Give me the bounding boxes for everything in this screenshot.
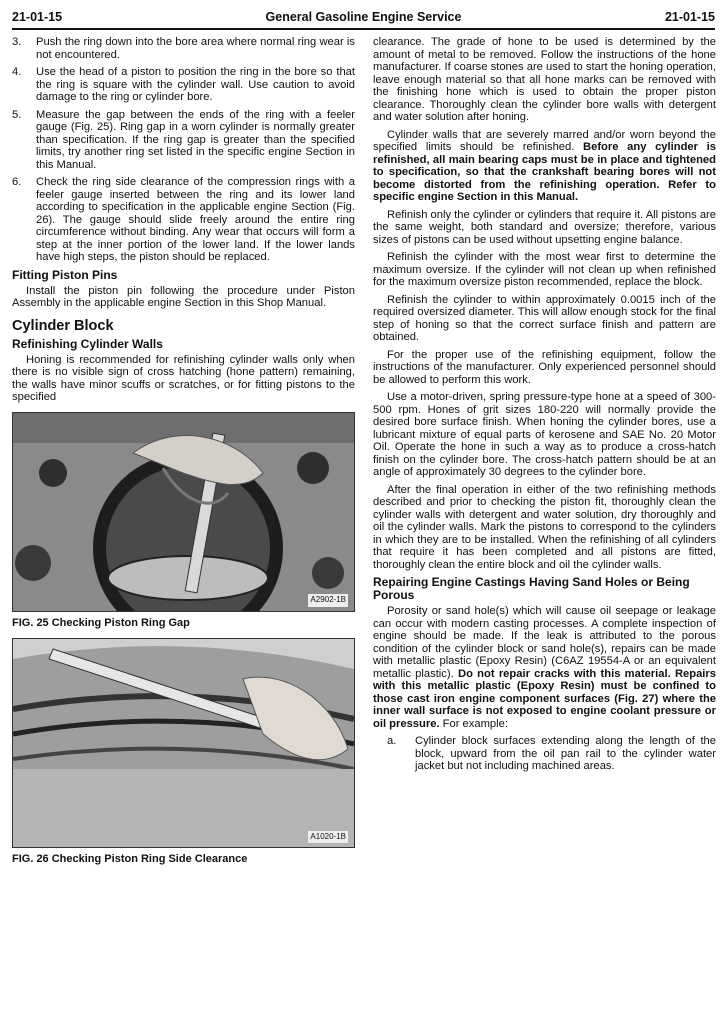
example-letter: a. bbox=[387, 735, 397, 747]
header-page-number-right: 21-01-15 bbox=[664, 10, 715, 24]
step-text: Use the head of a piston to position the ring in the bore so that the ring is square with the cylinder wall. Use caution to avoid damage to the ring or cylinder bore. bbox=[36, 66, 355, 103]
paragraph-refinish-only: Refinish only the cylinder or cylinders that require it. All pistons are the same weight, both standard and oversize; therefore, various sizes of pistons can be used without upsetting engine balance. bbox=[373, 208, 716, 246]
header-rule bbox=[12, 28, 715, 30]
refinishing-text: Honing is recommended for refinishing cylinder walls only when there is no visible sign of cross hatching (hone pattern) remaining, the walls have minor scuffs or scratches, or for fitting pistons to the specified bbox=[12, 353, 355, 403]
step-6 bbox=[12, 176, 355, 264]
step-number: 4. bbox=[12, 66, 22, 78]
paragraph-refinish-warning: Before any cylinder is refinished, all main bearing caps must be in place and tightened to specification, so that the crankshaft bearing bores will not become distorted from the refinishing operation. Refer to specific engine Section in this Manual. bbox=[373, 141, 716, 203]
right-column bbox=[373, 36, 716, 778]
step-number: 5. bbox=[12, 108, 22, 121]
paragraph-porosity-intro: Porosity or sand hole(s) which will cause oil seepage or leakage can occur with modern casting processes. A complete inspection of engine should be made. If the leak is attributed to the porous condition of the cylinder block or sand hole(s), repairs can be made with metallic plastic (Epoxy Resin) (C6AZ 19554-A or an equivalent metallic plastic). bbox=[373, 605, 716, 680]
repairing-castings-heading: Repairing Engine Castings Having Sand Holes or Being Porous bbox=[373, 575, 690, 602]
paragraph-porosity-example: For example: bbox=[439, 717, 508, 730]
ring-gap-photo-illustration bbox=[13, 413, 354, 611]
step-number: 3. bbox=[12, 36, 22, 48]
paragraph-final-cleaning: After the final operation in either of the two refinishing methods described and prior to checking the piston fit, thoroughly clean the cylinder walls with detergent and water solution, dry thoroughly and oil the cylinder walls. Mark the pistons to correspond to the cylinders in which they are to be installed. When the refinishing of all cylinders that require it has been completed and all pistons are fitted, thoroughly clean the entire block and oil the cylinder walls. bbox=[373, 483, 716, 571]
paragraph-porosity-warning: Do not repair cracks with this material. Repairs with this metallic plastic (Epoxy Resin) must be confined to those cast iron engine component surfaces (Fig. 27) where the inner wall surface is not exposed to engine coolant pressure or oil pressure. bbox=[373, 667, 716, 730]
left-column bbox=[12, 36, 355, 875]
step-5 bbox=[12, 109, 355, 172]
fig-25-caption: FIG. 25 Checking Piston Ring Gap bbox=[12, 616, 190, 629]
paragraph-porosity bbox=[373, 605, 716, 730]
fig-25-code: A2902-1B bbox=[308, 594, 348, 607]
example-text: Cylinder block surfaces extending along the length of the block, upward from the oil pan rail to the cylinder water jacket but not including machined areas. bbox=[415, 735, 716, 772]
step-text: Check the ring side clearance of the compression rings with a feeler gauge inserted between the ring and its lower land according to specification in the applicable engine Section (Fig. 26). The gauge should slide freely around the entire ring circumference without binding. Any wear that occurs will form a step at the inner portion of the lower land. If the lower lands have high steps, the piston should be replaced. bbox=[36, 176, 355, 263]
fig-26-code: A1020-1B bbox=[308, 831, 348, 844]
repair-examples-list bbox=[373, 735, 716, 773]
step-3 bbox=[12, 36, 355, 61]
refinishing-cylinder-walls-heading: Refinishing Cylinder Walls bbox=[12, 336, 163, 351]
step-number: 6. bbox=[12, 176, 22, 188]
paragraph-oversize-diameter: Refinish the cylinder to within approximately 0.0015 inch of the required oversized diameter. This will allow enough stock for the final step of honing so that the correct surface finish and pattern are obtained. bbox=[373, 293, 716, 343]
paragraph-equipment-use: For the proper use of the refinishing equipment, follow the instructions of the manufacturer. Only experienced personnel should be allowed to perform this work. bbox=[373, 348, 716, 386]
cylinder-block-heading: Cylinder Block bbox=[12, 317, 114, 334]
fig-26-caption: FIG. 26 Checking Piston Ring Side Clearance bbox=[12, 853, 248, 865]
ring-side-clearance-photo-illustration bbox=[13, 639, 354, 847]
fig-25-photo bbox=[12, 412, 355, 612]
procedure-steps bbox=[12, 36, 355, 264]
step-4 bbox=[12, 66, 355, 104]
paragraph-hone-grade: clearance. The grade of hone to be used is determined by the amount of metal to be removed. Follow the instructions of the hone manufacturer. If coarse stones are used to start the honing operation, leave enough material so that all hone marks can be removed with the finishing hone which is used to obtain the proper piston clearance. Thoroughly clean the cylinder bore walls with detergent and water solution after honing. bbox=[373, 36, 716, 123]
paragraph-refinish-required bbox=[373, 129, 716, 204]
example-a bbox=[373, 735, 716, 773]
fig-26-photo bbox=[12, 638, 355, 848]
fitting-piston-pins-text: Install the piston pin following the procedure under Piston Assembly in the applicable engine Section in this Shop Manual. bbox=[12, 284, 355, 309]
fitting-piston-pins-heading: Fitting Piston Pins bbox=[12, 267, 118, 282]
header-page-number-left: 21-01-15 bbox=[12, 10, 63, 24]
page-header bbox=[12, 6, 715, 28]
step-text: Measure the gap between the ends of the ring with a feeler gauge (Fig. 25). Ring gap in a worn cylinder is normally greater than specification. If the ring gap is greater than the specified limits, try another ring set listed in the specific engine Section in this Manual. bbox=[36, 108, 355, 171]
step-text: Push the ring down into the bore area where normal ring wear is not encountered. bbox=[36, 36, 355, 61]
paragraph-refinish-intro: Cylinder walls that are severely marred and/or worn beyond the specified limits should be refinished. bbox=[373, 128, 716, 153]
header-title: General Gasoline Engine Service bbox=[265, 10, 462, 24]
paragraph-hone-operation: Use a motor-driven, spring pressure-type hone at a speed of 300-500 rpm. Hones of grit sizes 180-220 will normally provide the desired bore surface finish. When honing the cylinder bores, use a lubricant mixture of equal parts of kerosene and SAE No. 20 Motor Oil. Operate the hone in such a way as to produce a cross-hatch finish on the cylinder bore. The cross-hatch pattern should be at an angle of approximately 30 degrees to the cylinder bore. bbox=[373, 391, 716, 478]
paragraph-most-wear-first: Refinish the cylinder with the most wear first to determine the maximum oversize. If the cylinder will not clean up when refinished for the maximum oversize piston recommended, replace the block. bbox=[373, 251, 716, 288]
